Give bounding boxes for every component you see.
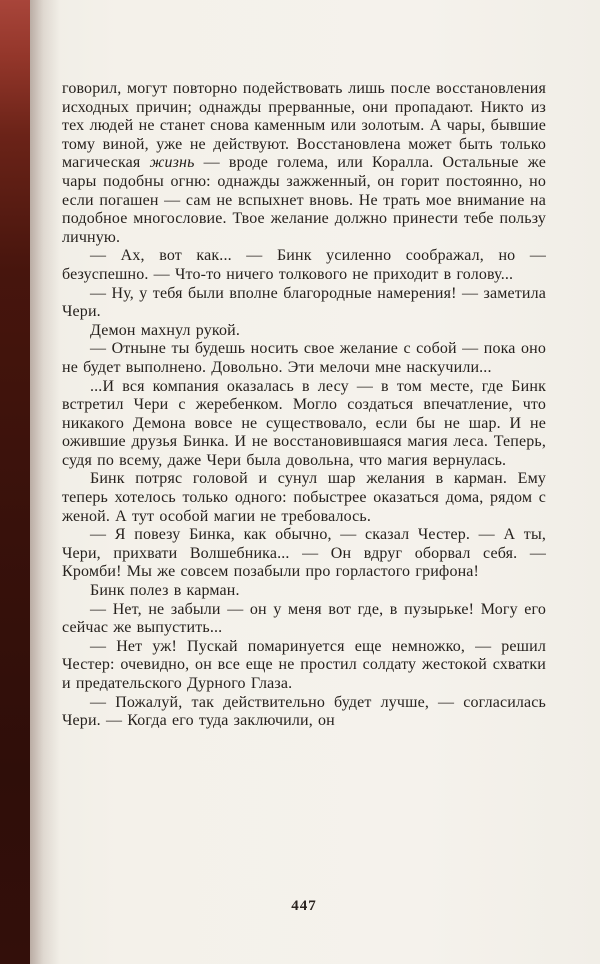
paragraph [62, 470, 546, 526]
paragraph [62, 378, 546, 471]
body-text: — вроде голема, или Коралла. Остальные же чары подобны огню: однажды зажженный, он горит постоянно, но если погашен — сам не вспыхнет вновь. Не трать мое внимание на подобное многословие. Твое желание должно принести тебе пользу личную. [62, 154, 546, 246]
body-text: — Пожалуй, так действительно будет лучше, — согласилась Чери. — Когда его туда заключили, он [62, 693, 546, 730]
binding-edge [0, 0, 30, 964]
body-text: говорил, могут повторно подействовать лишь после восстановления исходных причин; однажды прерванные, они пропадают. Никто из тех людей не станет снова каменным или золотым. А чары, бывшие тому виной, уже не действуют. Восстановлена может быть только магическая [62, 80, 546, 172]
body-text: Бинк потряс головой и сунул шар желания в карман. Ему теперь хотелось только одного: побыстрее оказаться дома, рядом с женой. А тут особой магии не требовалось. [62, 470, 546, 525]
paragraph [62, 694, 546, 731]
page-text-block [62, 80, 546, 731]
body-text: — Нет, не забыли — он у меня вот где, в пузырьке! Могу его сейчас же выпустить... [62, 600, 546, 637]
italic-text: жизнь [149, 154, 195, 172]
page-number: 447 [291, 898, 317, 914]
paragraph [62, 80, 546, 247]
paragraph [62, 285, 546, 322]
paragraph [62, 340, 546, 377]
body-text: Демон махнул рукой. [90, 321, 241, 339]
body-text: — Я повезу Бинка, как обычно, — сказал Честер. — А ты, Чери, прихвати Волшебника... — Он вдруг оборвал себя. — Кромби! Мы же совсем позабыли про горластого грифона! [62, 526, 546, 581]
body-text: — Нет уж! Пускай помаринуется еще немножко, — решил Честер: очевидно, он все еще не простил солдату жестокой схватки и предательского Дурного Глаза. [62, 637, 546, 692]
body-text: ...И вся компания оказалась в лесу — в том месте, где Бинк встретил Чери с жеребенком. Могло создаться впечатление, что никакого Демона вовсе не существовало, если бы не шар. И не ожившие друзья Бинка. И не восстановившаяся магия леса. Теперь, судя по всему, даже Чери была довольна, что магия вернулась. [62, 377, 546, 469]
paragraph [62, 601, 546, 638]
paragraph [62, 638, 546, 694]
paragraph [62, 322, 546, 341]
paragraph [62, 247, 546, 284]
paragraph [62, 526, 546, 582]
body-text: — Ах, вот как... — Бинк усиленно соображал, но — безуспешно. — Что-то ничего толкового не приходит в голову... [62, 247, 546, 283]
paragraph [62, 582, 546, 601]
body-text: — Отныне ты будешь носить свое желание с собой — пока оно не будет выполнено. Довольно. Эти мелочи мне наскучили... [62, 340, 546, 376]
body-text: — Ну, у тебя были вполне благородные намерения! — заметила Чери. [62, 284, 546, 321]
gutter-shadow [30, 0, 60, 964]
body-text: Бинк полез в карман. [90, 582, 240, 600]
